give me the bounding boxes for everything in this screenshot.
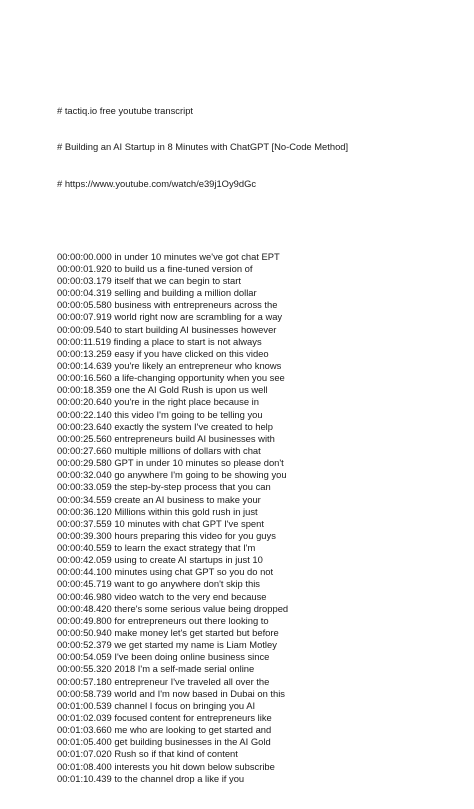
transcript-line: 00:00:58.739 world and I'm now based in Dubai on this [57,687,285,699]
transcript-line: 00:00:27.660 multiple millions of dollars with chat [57,444,261,456]
transcript-line: 00:00:11.519 finding a place to start is not always [57,335,262,347]
transcript-line: 00:00:01.920 to build us a fine-tuned version of [57,262,253,274]
transcript-line: 00:00:55.320 2018 I'm a self-made serial online [57,663,255,675]
transcript-line: 00:00:34.559 create an AI business to make your [57,493,261,505]
transcript-line: 00:01:00.539 channel I focus on bringing you AI [57,699,256,711]
transcript-line: 00:00:00.000 in under 10 minutes we've got chat EPT [57,250,280,262]
transcript-line: 00:00:18.359 one the AI Gold Rush is upon us well [57,384,268,396]
transcript-line: 00:00:05.580 business with entrepreneurs across the [57,299,278,311]
transcript-line: 00:00:42.059 using to create AI startups in just 10 [57,554,263,566]
header-line-title: # Building an AI Startup in 8 Minutes with ChatGPT [No-Code Method] [57,141,349,153]
transcript-line: 00:00:48.420 there's some serious value being dropped [57,602,289,614]
transcript-line: 00:01:07.020 Rush so if that kind of content [57,748,238,760]
transcript-line: 00:00:49.800 for entrepreneurs out there looking to [57,614,269,626]
transcript-line: 00:01:02.039 focused content for entrepreneurs like [57,712,272,724]
transcript-line: 00:00:14.639 you're likely an entrepreneur who knows [57,359,282,371]
transcript-line: 00:01:08.400 interests you hit down below subscribe [57,760,275,772]
transcript-line: 00:00:39.300 hours preparing this video for you guys [57,529,276,541]
transcript-line: 00:00:16.560 a life-changing opportunity when you see [57,372,285,384]
transcript-line: 00:00:07.919 world right now are scrambling for a way [57,311,283,323]
transcript-line: 00:00:32.040 go anywhere I'm going to be showing you [57,469,287,481]
transcript-line: 00:00:57.180 entrepreneur I've traveled all over the [57,675,270,687]
transcript-line: 00:00:23.640 exactly the system I've created to help [57,420,273,432]
transcript-line: 00:00:13.259 easy if you have clicked on this video [57,347,269,359]
transcript-line: 00:00:25.560 entrepreneurs build AI businesses with [57,432,275,444]
transcript-text [57,56,457,809]
transcript-line: 00:01:10.439 to the channel drop a like if you [57,772,245,784]
transcript-line: 00:01:05.400 get building businesses in the AI Gold [57,736,271,748]
transcript-line: 00:00:45.719 want to go anywhere don't skip this [57,578,260,590]
transcript-line: 00:00:44.100 minutes using chat GPT so you do not [57,566,274,578]
transcript-body [57,251,457,785]
header-line-source: # tactiq.io free youtube transcript [57,104,194,116]
transcript-line: 00:00:52.379 we get started my name is Liam Motley [57,639,277,651]
transcript-line: 00:00:04.319 selling and building a million dollar [57,287,257,299]
transcript-line: 00:00:33.059 the step-by-step process that you can [57,481,271,493]
transcript-line: 00:00:37.559 10 minutes with chat GPT I've spent [57,517,264,529]
transcript-header [57,80,457,214]
transcript-line: 00:00:36.120 Millions within this gold rush in just [57,505,258,517]
transcript-line: 00:00:22.140 this video I'm going to be telling you [57,408,263,420]
transcript-line: 00:00:09.540 to start building AI businesses however [57,323,277,335]
transcript-line: 00:00:29.580 GPT in under 10 minutes so please don't [57,457,284,469]
transcript-line: 00:00:03.179 itself that we can begin to start [57,274,241,286]
transcript-line: 00:00:50.940 make money let's get started but before [57,627,279,639]
transcript-line: 00:00:46.980 video watch to the very end because [57,590,267,602]
header-line-url: # https://www.youtube.com/watch/e39j1Oy9dGc [57,177,257,189]
transcript-line: 00:00:54.059 I've been doing online business since [57,651,270,663]
transcript-line: 00:00:20.640 you're in the right place because in [57,396,259,408]
transcript-line: 00:00:40.559 to learn the exact strategy that I'm [57,542,256,554]
transcript-line: 00:01:03.660 me who are looking to get started and [57,724,272,736]
